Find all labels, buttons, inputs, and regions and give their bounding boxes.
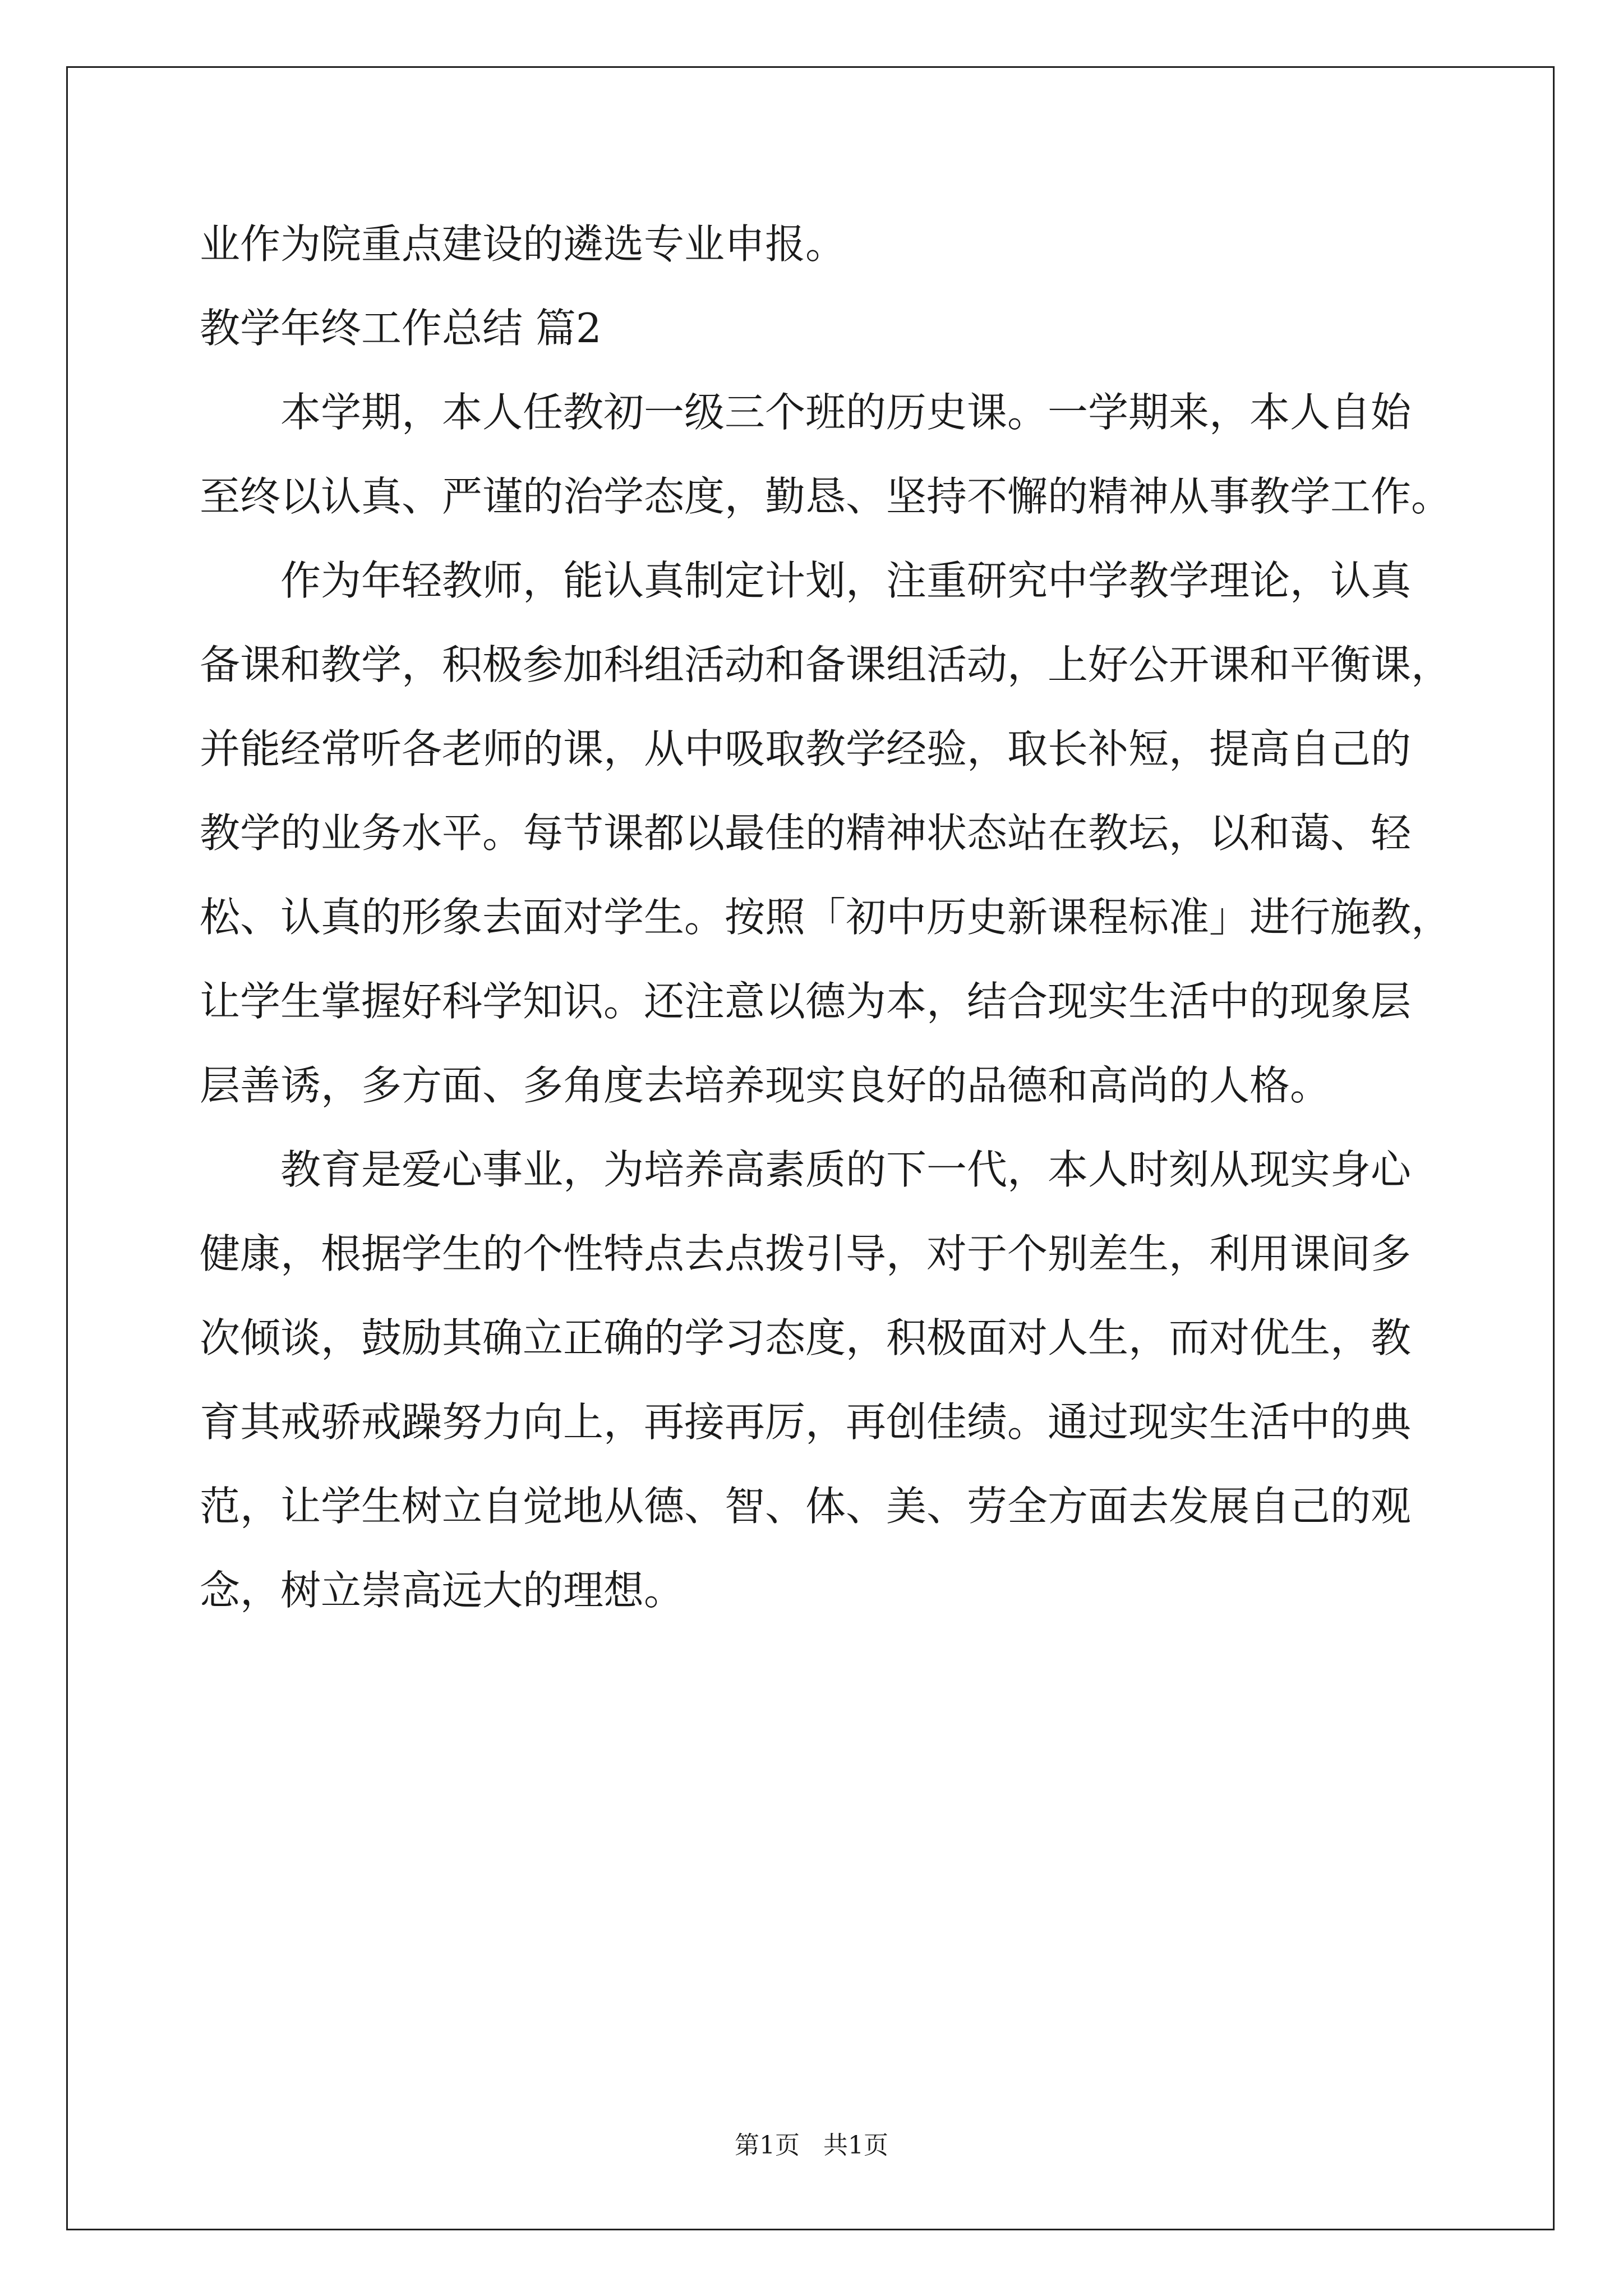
text-line-6: 备课和教学，积极参加科组活动和备课组活动，上好公开课和平衡课， (200, 641, 1452, 688)
text-line-17: 念，树立崇高远大的理想。 (200, 1567, 685, 1614)
text-line-8: 教学的业务水平。每节课都以最佳的精神状态站在教坛，以和蔼、轻 (200, 809, 1412, 857)
text-line-16: 范，让学生树立自觉地从德、智、体、美、劳全方面去发展自己的观 (200, 1483, 1412, 1530)
text-line-12: 教育是爱心事业，为培养高素质的下一代，本人时刻从现实身心 (280, 1146, 1412, 1193)
text-line-5: 作为年轻教师，能认真制定计划，注重研究中学教学理论，认真 (280, 557, 1412, 604)
text-line-11: 层善诱，多方面、多角度去培养现实良好的品德和高尚的人格。 (200, 1062, 1331, 1109)
text-line-9: 松、认真的形象去面对学生。按照「初中历史新课程标准」进行施教， (200, 894, 1452, 941)
text-line-15: 育其戒骄戒躁努力向上，再接再厉，再创佳绩。通过现实生活中的典 (200, 1398, 1412, 1446)
text-line-4: 至终以认真、严谨的治学态度，勤恳、坚持不懈的精神从事教学工作。 (200, 473, 1452, 520)
page-number: 第1页 共1页 (735, 2131, 888, 2160)
text-line-1: 业作为院重点建设的遴选专业申报。 (200, 220, 846, 268)
text-line-3: 本学期，本人任教初一级三个班的历史课。一学期来，本人自始 (280, 389, 1412, 436)
section-heading: 教学年终工作总结 篇2 (200, 305, 602, 352)
text-line-10: 让学生掌握好科学知识。还注意以德为本，结合现实生活中的现象层 (200, 978, 1412, 1025)
text-line-7: 并能经常听各老师的课，从中吸取教学经验，取长补短，提高自己的 (200, 725, 1412, 772)
document-body (200, 202, 1452, 1632)
text-line-14: 次倾谈，鼓励其确立正确的学习态度，积极面对人生，而对优生，教 (200, 1314, 1412, 1361)
page-footer (0, 2129, 1623, 2162)
text-line-13: 健康，根据学生的个性特点去点拨引导，对于个别差生，利用课间多 (200, 1230, 1412, 1277)
